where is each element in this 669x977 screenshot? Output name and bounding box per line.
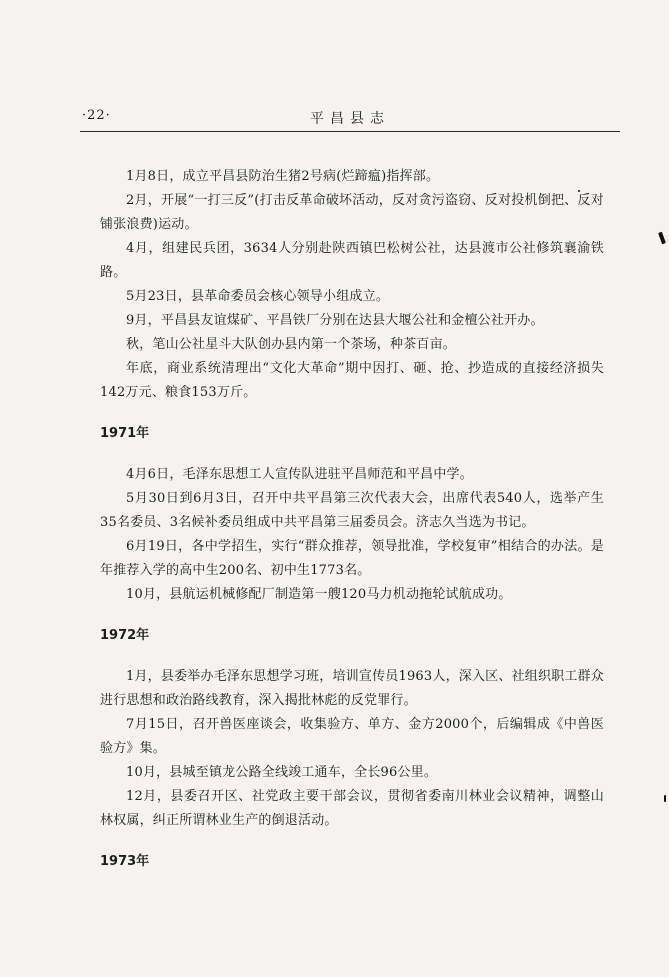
scan-mark: [578, 190, 580, 192]
entry: 9月，平昌县友谊煤矿、平昌铁厂分别在达县大堰公社和金檀公社开办。: [126, 313, 544, 328]
entry: 10月，县航运机械修配厂制造第一艘120马力机动拖轮试航成功。: [126, 587, 512, 602]
entry: 5月30日到6月3日，召开中共平昌第三次代表大会，出席代表540人，选举产生35名委员、3名候补委员组成中共平昌第三届委员会。济志久当选为书记。: [100, 491, 604, 530]
scan-mark: [658, 232, 666, 245]
year-section-1972: [100, 624, 604, 833]
entry: 4月6日，毛泽东思想工人宣传队进驻平昌师范和平昌中学。: [126, 467, 473, 482]
year-heading: 1973年: [100, 854, 150, 869]
entry: 6月19日，各中学招生，实行“群众推荐，领导批准，学校复审”相结合的办法。是年推荐入学的高中生200名、初中生1773名。: [100, 539, 604, 578]
year-section-1973: [100, 850, 604, 874]
entry: 4月，组建民兵团，3634人分别赴陕西镇巴松树公社，达县渡市公社修筑襄渝铁路。: [100, 241, 604, 280]
year-heading: 1972年: [100, 628, 150, 643]
entry: 1月8日，成立平昌县防治生猪2号病(烂蹄瘟)指挥部。: [126, 169, 440, 184]
year-section-1971: [100, 422, 604, 607]
entry: 12月，县委召开区、社党政主要干部会议，贯彻省委南川林业会议精神，调整山林权属，纠正所谓林业生产的倒退活动。: [100, 789, 604, 828]
year-section-1970-continued: [100, 165, 604, 405]
header-rule: [80, 131, 620, 132]
scan-mark: [664, 795, 666, 802]
entry: 5月23日，县革命委员会核心领导小组成立。: [126, 289, 390, 304]
entry: 秋，笔山公社星斗大队创办县内第一个茶场，种茶百亩。: [126, 337, 457, 352]
entry: 2月，开展“一打三反”(打击反革命破坏活动，反对贪污盗窃、反对投机倒把、反对铺张浪费)运动。: [100, 193, 604, 232]
entry: 7月15日，召开兽医座谈会，收集验方、单方、金方2000个，后编辑成《中兽医验方》集。: [100, 717, 604, 756]
entry: 1月，县委举办毛泽东思想学习班，培训宣传员1963人，深入区、社组织职工群众进行思想和政治路线教育，深入揭批林彪的反党罪行。: [100, 669, 604, 708]
page-number: ·22·: [82, 108, 111, 123]
year-heading: 1971年: [100, 426, 150, 441]
book-title: 平昌县志: [310, 111, 390, 127]
chronicle-body: [100, 165, 604, 874]
entry: 10月，县城至镇龙公路全线竣工通车，全长96公里。: [126, 765, 438, 780]
page-header: [80, 108, 620, 128]
entry: 年底，商业系统清理出“文化大革命”期中因打、砸、抢、抄造成的直接经济损失142万元、粮食153万斤。: [100, 361, 604, 400]
